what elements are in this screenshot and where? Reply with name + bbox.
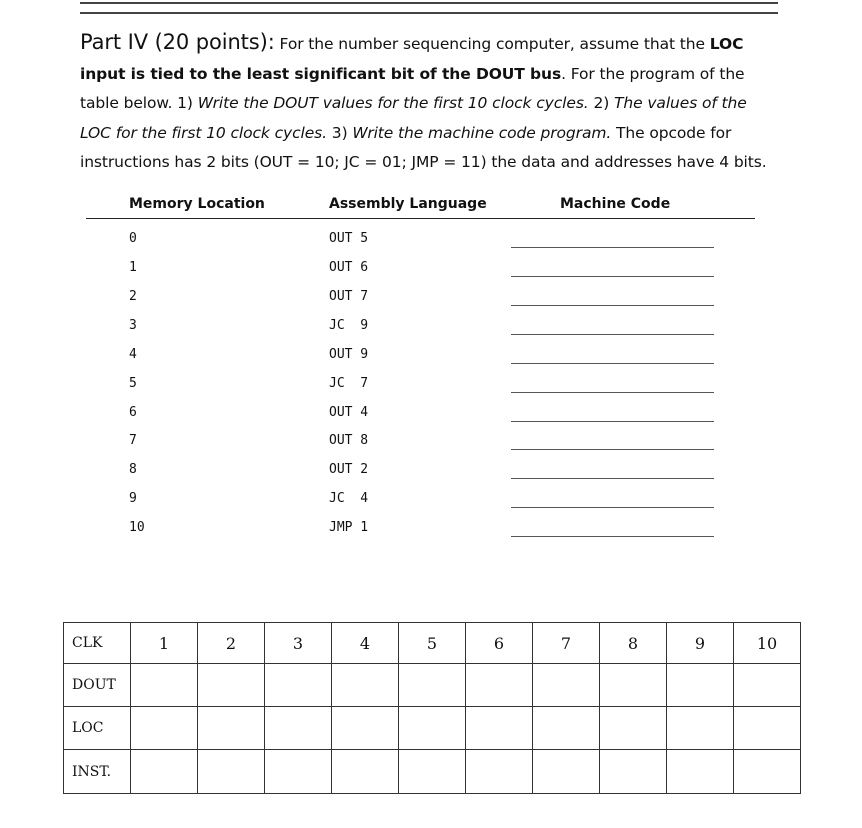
title-colon: : (267, 30, 275, 54)
dout-keyword: DOUT (475, 64, 525, 83)
row-label-loc: LOC (64, 707, 131, 750)
memory-location: 9 (129, 491, 137, 506)
memory-location: 4 (129, 347, 137, 362)
loc-cell[interactable] (399, 707, 466, 750)
inst-row (64, 750, 801, 794)
loc-cell[interactable] (667, 707, 734, 750)
loc-cell[interactable] (265, 707, 332, 750)
header-rule (86, 218, 755, 219)
memory-location: 3 (129, 318, 137, 333)
dout-cell[interactable] (332, 664, 399, 707)
statement-text-5: 2) (588, 94, 614, 112)
clk-number: 1 (131, 623, 198, 664)
memory-location: 6 (129, 405, 137, 420)
loc-cell[interactable] (131, 707, 198, 750)
statement-text-3: bus (524, 64, 562, 83)
machine-code-header: Machine Code (560, 196, 671, 212)
inst-cell[interactable] (332, 750, 399, 794)
program-row (0, 260, 862, 289)
loc-cell[interactable] (332, 707, 399, 750)
task-3: Write the machine code program. (352, 123, 612, 142)
machine-code-blank[interactable] (511, 363, 714, 364)
machine-code-blank[interactable] (511, 392, 714, 393)
program-row (0, 491, 862, 520)
statement-text-4: . For the program of the table below. 1) (80, 64, 745, 112)
problem-statement (80, 28, 782, 178)
statement-text-7: The opcode for instructions has 2 bits (OUT = 10; JC = 01; JMP = 11) the data and addresses have 4 bits. (80, 123, 767, 171)
part-title: Part IV (20 points) (80, 30, 268, 54)
top-double-rule (80, 2, 778, 14)
clk-number: 2 (198, 623, 265, 664)
dout-cell[interactable] (131, 664, 198, 707)
machine-code-blank[interactable] (511, 449, 714, 450)
statement-text-6: 3) (326, 123, 353, 142)
memory-location: 0 (129, 231, 137, 246)
dout-cell[interactable] (466, 664, 533, 707)
machine-code-blank[interactable] (511, 536, 714, 537)
inst-cell[interactable] (399, 750, 466, 794)
dout-row (64, 664, 801, 707)
program-row (0, 520, 862, 549)
dout-cell[interactable] (198, 664, 265, 707)
program-row (0, 347, 862, 376)
dout-cell[interactable] (667, 664, 734, 707)
dout-cell[interactable] (734, 664, 801, 707)
inst-cell[interactable] (600, 750, 667, 794)
assembly-language-header: Assembly Language (329, 196, 487, 212)
timing-table (63, 622, 801, 794)
assembly-instruction: OUT 5 (329, 231, 369, 246)
inst-cell[interactable] (466, 750, 533, 794)
clk-number: 8 (600, 623, 667, 664)
memory-location: 10 (129, 520, 145, 535)
assembly-instruction: JC 9 (329, 318, 369, 333)
assembly-instruction: OUT 8 (329, 433, 369, 448)
inst-cell[interactable] (533, 750, 600, 794)
dout-cell[interactable] (533, 664, 600, 707)
program-row (0, 433, 862, 462)
machine-code-blank[interactable] (511, 507, 714, 508)
loc-cell[interactable] (466, 707, 533, 750)
assembly-instruction: JC 7 (329, 376, 369, 391)
memory-location-header: Memory Location (129, 196, 265, 212)
assembly-instruction: JMP 1 (329, 520, 369, 535)
assembly-instruction: OUT 2 (329, 462, 369, 477)
machine-code-blank[interactable] (511, 276, 714, 277)
machine-code-blank[interactable] (511, 478, 714, 479)
clk-number: 10 (734, 623, 801, 664)
machine-code-blank[interactable] (511, 305, 714, 306)
task-2: The values of the LOC for the first 10 clock cycles. (80, 94, 747, 142)
inst-cell[interactable] (198, 750, 265, 794)
assembly-instruction: OUT 6 (329, 260, 369, 275)
assembly-instruction: OUT 7 (329, 289, 369, 304)
program-row (0, 376, 862, 405)
clk-number: 7 (533, 623, 600, 664)
assembly-instruction: OUT 4 (329, 405, 369, 420)
loc-cell[interactable] (198, 707, 265, 750)
assembly-instruction: OUT 9 (329, 347, 369, 362)
clk-number: 6 (466, 623, 533, 664)
row-label-inst: INST. (64, 750, 131, 794)
row-label-dout: DOUT (64, 664, 131, 707)
program-row (0, 289, 862, 318)
program-row (0, 462, 862, 491)
loc-keyword: LOC (709, 35, 744, 53)
assembly-instruction: JC 4 (329, 491, 369, 506)
memory-location: 1 (129, 260, 137, 275)
loc-cell[interactable] (533, 707, 600, 750)
loc-cell[interactable] (600, 707, 667, 750)
statement-text-1: For the number sequencing computer, assume that the (274, 35, 710, 53)
dout-cell[interactable] (600, 664, 667, 707)
memory-location: 5 (129, 376, 137, 391)
clk-number: 3 (265, 623, 332, 664)
clk-row (64, 623, 801, 664)
program-row (0, 405, 862, 434)
machine-code-blank[interactable] (511, 334, 714, 335)
program-row (0, 318, 862, 347)
loc-cell[interactable] (734, 707, 801, 750)
inst-cell[interactable] (734, 750, 801, 794)
memory-location: 7 (129, 433, 137, 448)
memory-location: 8 (129, 462, 137, 477)
machine-code-blank[interactable] (511, 247, 714, 248)
inst-cell[interactable] (265, 750, 332, 794)
clk-number: 9 (667, 623, 734, 664)
inst-cell[interactable] (667, 750, 734, 794)
row-label-clk: CLK (64, 623, 131, 664)
clk-number: 5 (399, 623, 466, 664)
clk-number: 4 (332, 623, 399, 664)
statement-text-2: input is tied to the least significant bit of the (80, 64, 476, 83)
task-1: Write the DOUT values for the first 10 clock cycles. (197, 94, 589, 112)
inst-cell[interactable] (131, 750, 198, 794)
program-row (0, 231, 862, 260)
machine-code-blank[interactable] (511, 421, 714, 422)
dout-cell[interactable] (265, 664, 332, 707)
loc-row (64, 707, 801, 750)
dout-cell[interactable] (399, 664, 466, 707)
memory-location: 2 (129, 289, 137, 304)
